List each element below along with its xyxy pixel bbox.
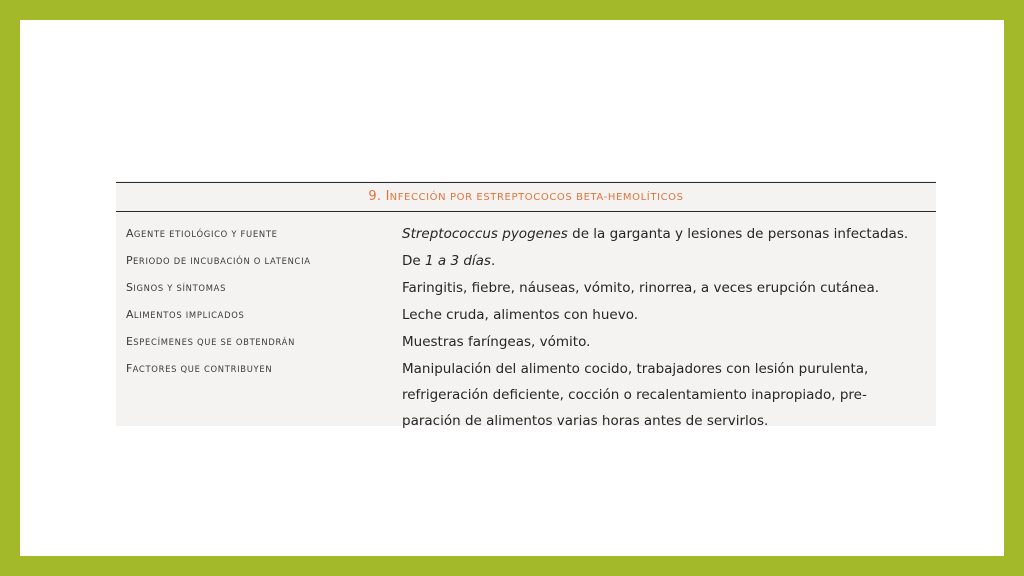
row-label-initial: S	[126, 281, 134, 294]
table-title-rest: NFECCIÓN POR ESTREPTOCOCOS BETA-HEMOLÍTICOS	[389, 192, 684, 203]
slide	[20, 20, 1004, 556]
row-value-italic: 1 a 3 días	[425, 253, 491, 269]
row-value	[402, 302, 936, 328]
table-title-initial: I	[385, 189, 390, 204]
row-label	[126, 226, 278, 242]
row-label-initial: P	[126, 254, 133, 267]
row-label	[126, 361, 272, 377]
row-value	[402, 329, 936, 355]
row-value	[402, 221, 936, 247]
row-value-italic: Streptococcus pyogenes	[402, 226, 568, 242]
row-value-text: Leche cruda, alimentos con huevo.	[402, 307, 639, 323]
row-value	[402, 275, 936, 301]
row-label-rest: SPECÍMENES QUE SE OBTENDRÁN	[133, 337, 296, 347]
row-label	[126, 280, 226, 296]
row-value-line: refrigeración deficiente, cocción o recalentamiento inapropiado, pre-	[402, 387, 867, 403]
row-label-initial: A	[126, 308, 134, 321]
row-value-line: Manipulación del alimento cocido, trabajadores con lesión purulenta,	[402, 361, 869, 377]
row-label-rest: ACTORES QUE CONTRIBUYEN	[132, 364, 273, 374]
food-disease-table	[116, 181, 936, 429]
row-label	[126, 307, 245, 323]
row-label	[126, 334, 295, 350]
row-value	[402, 356, 936, 434]
row-label-rest: ERIODO DE INCUBACIÓN O LATENCIA	[132, 256, 311, 266]
table-top-rule	[116, 182, 936, 183]
row-value-line: paración de alimentos varias horas antes de servirlos.	[402, 413, 769, 429]
row-label-initial: E	[126, 335, 134, 348]
row-value-text: de la garganta y lesiones de personas infectadas.	[567, 226, 909, 242]
table-title-number: 9.	[368, 189, 382, 204]
table-header-rule	[116, 211, 936, 212]
row-label-rest: IGNOS Y SÍNTOMAS	[133, 283, 227, 293]
row-label-rest: GENTE ETIOLÓGICO Y FUENTE	[133, 229, 278, 239]
row-value-text: Muestras faríngeas, vómito.	[402, 334, 591, 350]
row-value-text: De	[402, 253, 425, 269]
row-label-initial: F	[126, 362, 133, 375]
row-label-rest: LIMENTOS IMPLICADOS	[133, 310, 245, 320]
row-value-end: .	[490, 253, 496, 269]
row-value	[402, 248, 936, 274]
row-label-initial: A	[126, 227, 134, 240]
row-label	[126, 253, 311, 269]
table-title	[116, 189, 936, 206]
row-value-text: Faringitis, fiebre, náuseas, vómito, rinorrea, a veces erupción cutánea.	[402, 280, 880, 296]
